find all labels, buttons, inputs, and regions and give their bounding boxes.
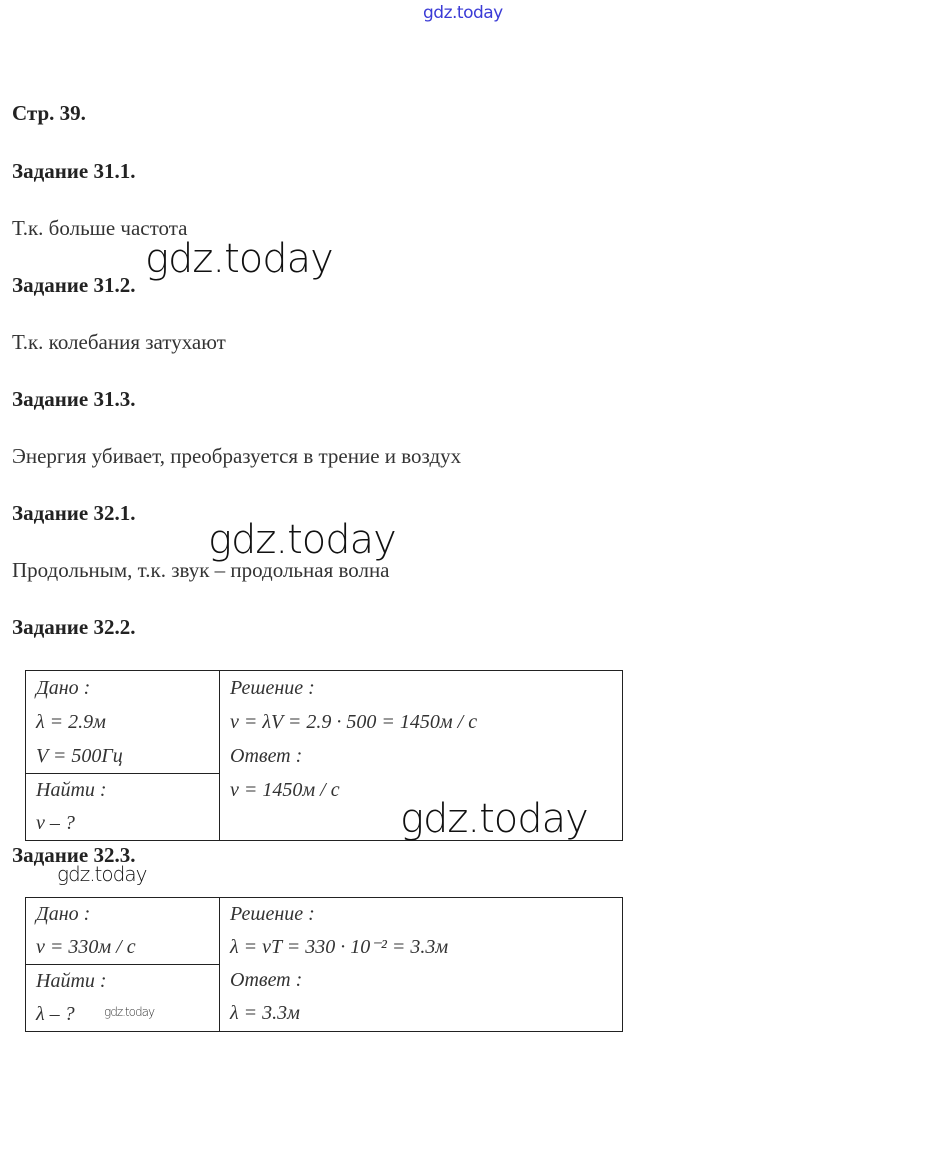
solution-formula: λ = vT = 330 · 10⁻² = 3.3м	[230, 936, 449, 958]
task-answer-31-2: Т.к. колебания затухают	[12, 330, 226, 354]
find-cell	[26, 965, 220, 1032]
task-heading-32-1: Задание 32.1.	[12, 501, 136, 525]
given-value: λ = 2.9м	[36, 711, 106, 733]
find-label: Найти :	[36, 779, 107, 801]
solution-label: Решение :	[230, 677, 315, 699]
watermark: gdz.today	[104, 1005, 155, 1019]
find-value: v – ?	[36, 812, 75, 834]
given-label: Дано :	[36, 903, 91, 925]
given-label: Дано :	[36, 677, 91, 699]
given-cell	[26, 898, 220, 965]
answer-value: v = 1450м / с	[230, 779, 340, 801]
solution-formula: v = λV = 2.9 · 500 = 1450м / с	[230, 711, 478, 733]
solution-cell	[220, 898, 623, 1032]
answer-value: λ = 3.3м	[230, 1002, 300, 1024]
given-value: v = 330м / с	[36, 936, 136, 958]
task-heading-31-1: Задание 31.1.	[12, 159, 136, 183]
watermark: gdz.today	[57, 862, 147, 886]
task-heading-31-2: Задание 31.2.	[12, 273, 136, 297]
watermark: gdz.today	[208, 517, 396, 563]
task-heading-31-3: Задание 31.3.	[12, 387, 136, 411]
given-value: V = 500Гц	[36, 745, 123, 767]
task-answer-31-3: Энергия убивает, преобразуется в трение и воздух	[12, 444, 462, 468]
find-cell	[26, 774, 220, 841]
given-cell	[26, 671, 220, 774]
watermark: gdz.today	[145, 236, 333, 282]
watermark: gdz.today	[400, 796, 588, 842]
task-answer-31-1: Т.к. больше частота	[12, 216, 188, 240]
find-label: Найти :	[36, 970, 107, 992]
task-heading-32-3: Задание 32.3.	[12, 843, 136, 867]
solution-label: Решение :	[230, 903, 315, 925]
page-label: Стр. 39.	[12, 101, 86, 125]
find-value: λ – ?	[36, 1003, 75, 1025]
answer-label: Ответ :	[230, 969, 303, 991]
answer-label: Ответ :	[230, 745, 303, 767]
task-answer-32-1: Продольным, т.к. звук – продольная волна	[12, 558, 390, 582]
task-heading-32-2: Задание 32.2.	[12, 615, 136, 639]
site-logo: gdz.today	[423, 3, 503, 23]
